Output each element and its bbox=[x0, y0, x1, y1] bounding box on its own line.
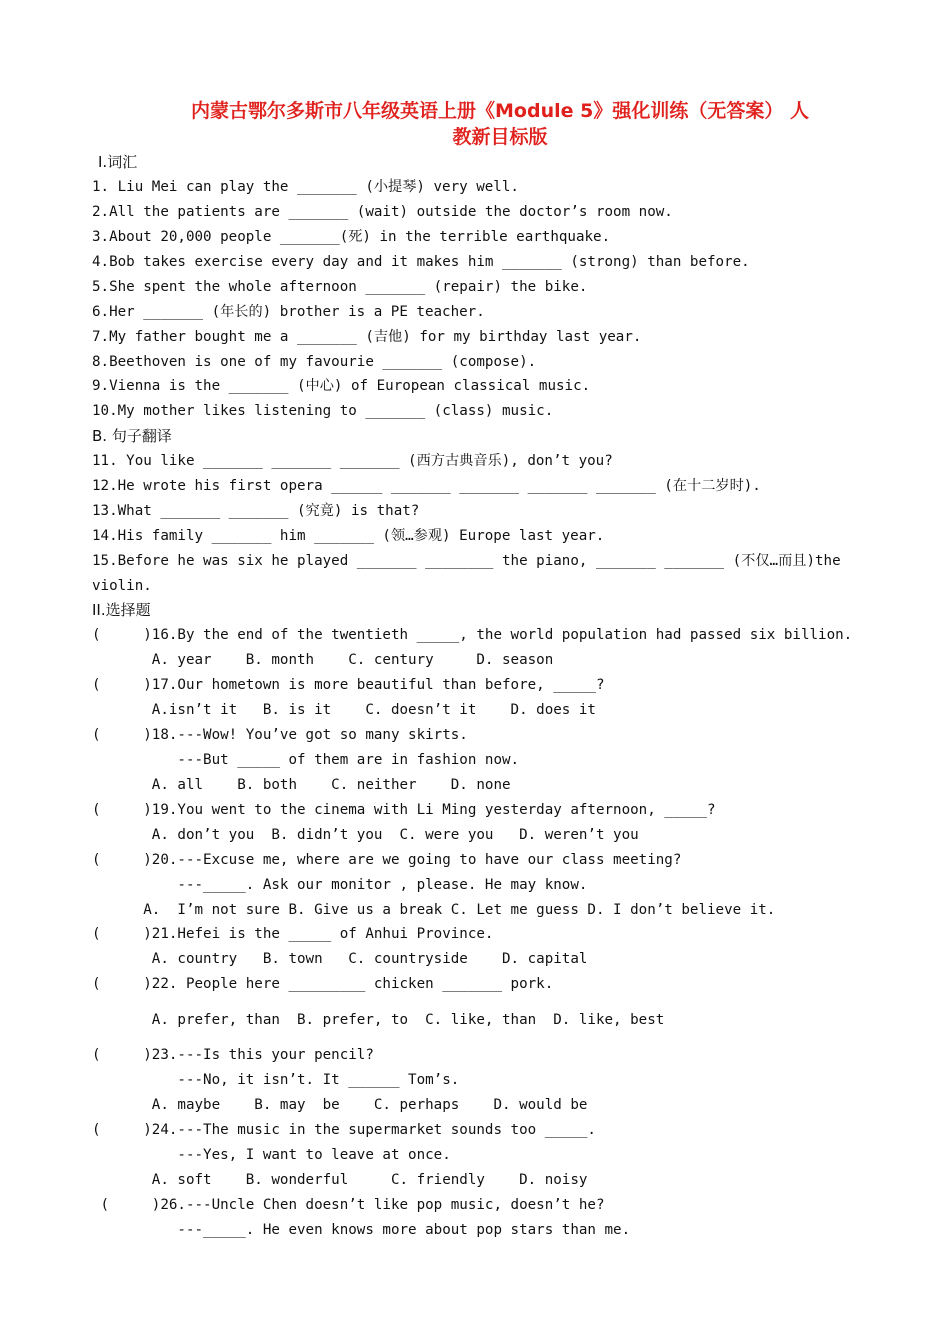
title-line-2: 教新目标版 bbox=[452, 126, 548, 148]
question-line: violin. bbox=[92, 578, 152, 594]
section-heading-translation: B. 句子翻译 bbox=[92, 427, 172, 445]
options-line: A. year B. month C. century D. season bbox=[92, 652, 554, 668]
question-line: ( )17.Our hometown is more beautiful than before, _____? bbox=[92, 677, 605, 693]
question-line: ---_____. Ask our monitor , please. He may know. bbox=[92, 877, 588, 893]
options-line: A. I’m not sure B. Give us a break C. Let me guess D. I don’t believe it. bbox=[92, 902, 776, 918]
title-line-1: 内蒙古鄂尔多斯市八年级英语上册《Module 5》强化训练（无答案） 人 bbox=[191, 100, 809, 122]
options-line: A. country B. town C. countryside D. capital bbox=[92, 951, 588, 967]
options-line: A. don’t you B. didn’t you C. were you D. weren’t you bbox=[92, 827, 639, 843]
question-line: 15.Before he was six he played _______ ________ the piano, _______ _______ (不仅…而且)the bbox=[92, 553, 841, 569]
question-line: ---No, it isn’t. It ______ Tom’s. bbox=[92, 1072, 460, 1088]
section-heading-multiple-choice: II.选择题 bbox=[92, 601, 151, 619]
question-line: 8.Beethoven is one of my favourie _______ (compose). bbox=[92, 354, 537, 370]
question-line: ---Yes, I want to leave at once. bbox=[92, 1147, 451, 1163]
question-line: 3.About 20,000 people _______(死) in the terrible earthquake. bbox=[92, 229, 611, 245]
question-line: 10.My mother likes listening to _______ (class) music. bbox=[92, 403, 554, 419]
question-line: 1. Liu Mei can play the _______ (小提琴) very well. bbox=[92, 179, 519, 195]
options-line: A. prefer, than B. prefer, to C. like, than D. like, best bbox=[92, 1012, 665, 1028]
question-line: ( )19.You went to the cinema with Li Ming yesterday afternoon, _____? bbox=[92, 802, 716, 818]
question-line: ---But _____ of them are in fashion now. bbox=[92, 752, 520, 768]
question-line: 5.She spent the whole afternoon _______ (repair) the bike. bbox=[92, 279, 588, 295]
options-line: A. soft B. wonderful C. friendly D. noisy bbox=[92, 1172, 588, 1188]
question-line: 2.All the patients are _______ (wait) outside the doctor’s room now. bbox=[92, 204, 673, 220]
question-line: 13.What _______ _______ (究竟) is that? bbox=[92, 503, 420, 519]
document-title bbox=[100, 98, 900, 150]
question-line: ( )18.---Wow! You’ve got so many skirts. bbox=[92, 727, 468, 743]
question-line: 7.My father bought me a _______ (吉他) for my birthday last year. bbox=[92, 329, 642, 345]
question-line: ( )20.---Excuse me, where are we going to have our class meeting? bbox=[92, 852, 682, 868]
section-heading-vocabulary: I.词汇 bbox=[98, 153, 138, 171]
question-line: 4.Bob takes exercise every day and it makes him _______ (strong) than before. bbox=[92, 254, 750, 270]
question-line: 12.He wrote his first opera ______ _______ _______ _______ _______ (在十二岁时). bbox=[92, 478, 761, 494]
question-line: ( )22. People here _________ chicken _______ pork. bbox=[92, 976, 554, 992]
question-line: ---_____. He even knows more about pop stars than me. bbox=[92, 1222, 631, 1238]
options-line: A. maybe B. may be C. perhaps D. would be bbox=[92, 1097, 588, 1113]
options-line: A. all B. both C. neither D. none bbox=[92, 777, 511, 793]
question-line: ( )16.By the end of the twentieth _____, the world population had passed six billion. bbox=[92, 627, 853, 643]
question-line: ( )24.---The music in the supermarket sounds too _____. bbox=[92, 1122, 596, 1138]
question-line: ( )26.---Uncle Chen doesn’t like pop music, doesn’t he? bbox=[92, 1197, 605, 1213]
question-line: 6.Her _______ (年长的) brother is a PE teacher. bbox=[92, 304, 485, 320]
question-line: 9.Vienna is the _______ (中心) of European classical music. bbox=[92, 378, 591, 394]
question-line: 14.His family _______ him _______ (领…参观) Europe last year. bbox=[92, 528, 605, 544]
question-line: ( )23.---Is this your pencil? bbox=[92, 1047, 374, 1063]
question-line: ( )21.Hefei is the _____ of Anhui Province. bbox=[92, 926, 494, 942]
options-line: A.isn’t it B. is it C. doesn’t it D. does it bbox=[92, 702, 596, 718]
question-line: 11. You like _______ _______ _______ (西方古典音乐), don’t you? bbox=[92, 453, 613, 469]
